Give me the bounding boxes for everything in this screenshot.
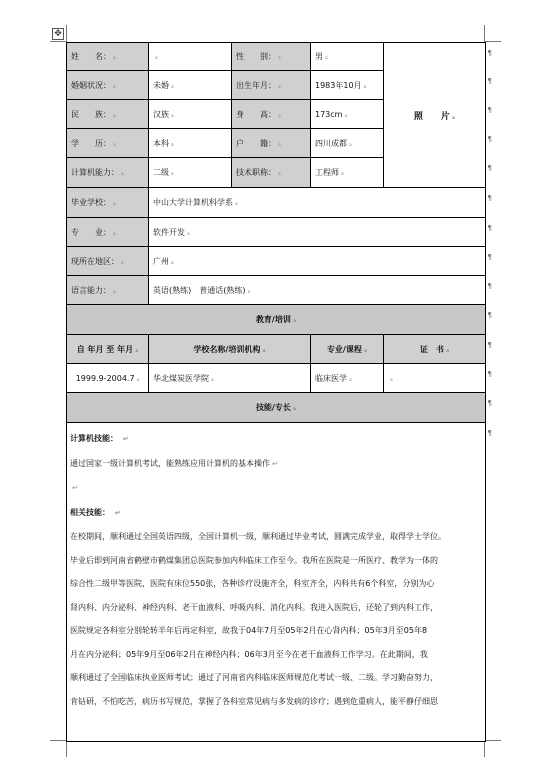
row-skills-title <box>67 393 486 423</box>
related-skills-line: 顺利通过了全国临床执业医师考试；通过了河南省内科临床医师规范化考试一级、二级。学习勤奋努力， <box>70 673 438 682</box>
edu-header-school: 学校名称/培训机构 ₐ <box>149 335 311 364</box>
school-label: 毕业学校： ₐ <box>67 188 149 218</box>
name-value[interactable]: ₐ <box>149 43 232 71</box>
title-value[interactable]: 工程师 ₐ <box>311 158 384 188</box>
computer-label: 计算机能力： ₐ <box>67 158 149 188</box>
skills-section-title: 技能/专长 ₐ <box>67 393 486 423</box>
edu-header-course: 专业/课程 ₐ <box>311 335 384 364</box>
row-end-mark: ¶ <box>487 134 492 143</box>
edu-period[interactable]: 1999.9-2004.7 ₐ <box>67 364 149 393</box>
major-value[interactable]: 软件开发 ₐ <box>149 218 486 247</box>
row-end-mark: ¶ <box>487 310 492 319</box>
marital-value[interactable]: 未婚 ₐ <box>149 71 232 100</box>
row-language <box>67 276 486 305</box>
crop-mark-top-right <box>484 25 501 42</box>
crop-mark-bottom-right <box>484 740 501 757</box>
row-school <box>67 188 486 218</box>
related-skills-heading: 相关技能： ↵ <box>70 507 121 517</box>
gender-value[interactable]: 男 ₐ <box>311 43 384 71</box>
edu-course[interactable]: 临床医学 ₐ <box>311 364 384 393</box>
photo-cell[interactable]: 照 片 ₐ <box>384 43 486 188</box>
ethnic-label: 民 族： ₐ <box>67 100 149 129</box>
edu-header-period: 自 年月 至 年月 ₐ <box>67 335 149 364</box>
row-end-mark: ¶ <box>487 252 492 261</box>
hukou-label: 户 籍： ₐ <box>232 129 311 158</box>
computer-value[interactable]: 二级 ₐ <box>149 158 232 188</box>
row-end-mark: ¶ <box>487 163 492 172</box>
language-label: 语言能力： ₐ <box>67 276 149 305</box>
row-end-mark: ¶ <box>487 105 492 114</box>
row-end-mark: ¶ <box>487 76 492 85</box>
title-label: 技术职称： ₐ <box>232 158 311 188</box>
related-skills-line: 综合性二级甲等医院，医院有床位550张，各种诊疗设施齐全，科室齐全，内科共有6个科室，分别为心 <box>70 579 435 588</box>
related-skills-line: 医院规定各科室分别轮转半年后再定科室，故我于04年7月至05年2月在心肾内科；05年3月至05年8 <box>70 626 428 635</box>
skills-text-area[interactable] <box>67 423 486 742</box>
related-skills-line: 肾内科、内分泌科、神经内科、老干血液科、呼吸内科、消化内科。我进入医院后，还轮了到内科工作， <box>70 602 438 612</box>
related-skills-line: 月在内分泌科；05年9月至06年2月在神经内科；06年3月至今在老干血液科工作学习。在此期间，我 <box>70 649 428 659</box>
major-label: 专 业： ₐ <box>67 218 149 247</box>
related-skills-line: 毕业后即到河南省鹤壁市鹤煤集团总医院参加内科临床工作至今。我所在医院是一所医疗、教学为一体的 <box>70 555 438 565</box>
name-label: 姓 名： ₐ <box>67 43 149 71</box>
row-end-mark: ¶ <box>487 340 492 349</box>
degree-label: 学 历： ₐ <box>67 129 149 158</box>
marital-label: 婚姻状况： ₐ <box>67 71 149 100</box>
row-end-mark: ¶ <box>487 193 492 202</box>
language-value[interactable]: 英语(熟练) 普通话(熟练) ₐ <box>149 276 486 305</box>
height-value[interactable]: 173cm ₐ <box>311 100 384 129</box>
gender-label: 性 别： ₐ <box>232 43 311 71</box>
birth-value[interactable]: 1983年10月 ₐ <box>311 71 384 100</box>
row-education-title <box>67 305 486 335</box>
row-end-mark: ¶ <box>487 428 492 437</box>
height-label: 身 高： ₐ <box>232 100 311 129</box>
computer-skills-text: 通过国家一级计算机考试，能熟练应用计算机的基本操作 ↵ <box>70 458 278 468</box>
row-end-mark: ¶ <box>487 281 492 290</box>
degree-value[interactable]: 本科 ₐ <box>149 129 232 158</box>
row-end-mark: ¶ <box>487 48 492 57</box>
row-education-headers <box>67 335 486 364</box>
table-move-handle-icon[interactable]: ✥ <box>52 28 64 40</box>
row-name <box>67 43 486 71</box>
education-section-title: 教育/培训 ₐ <box>67 305 486 335</box>
region-label: 现所在地区： ₐ <box>67 247 149 276</box>
row-end-mark: ¶ <box>487 369 492 378</box>
computer-skills-heading: 计算机技能： ↵ <box>70 434 129 443</box>
region-value[interactable]: 广州 ₐ <box>149 247 486 276</box>
ethnic-value[interactable]: 汉族 ₐ <box>149 100 232 129</box>
edu-header-cert: 证 书 ₐ <box>384 335 486 364</box>
related-skills-line: 在校期间，顺利通过全国英语四级，全国计算机一级，顺利通过毕业考试，圆满完成学业，取得学士学位。 <box>70 532 446 541</box>
blank-line: ↵ <box>72 484 78 492</box>
table-row <box>67 364 486 393</box>
resume-table <box>66 42 486 742</box>
row-end-mark: ¶ <box>487 223 492 232</box>
edu-school[interactable]: 华北煤炭医学院 ₐ <box>149 364 311 393</box>
row-end-mark: ¶ <box>487 398 492 407</box>
hukou-value[interactable]: 四川成都 ₐ <box>311 129 384 158</box>
school-value[interactable]: 中山大学计算机科学系 ₐ <box>149 188 486 218</box>
crop-mark-bottom-left <box>50 740 67 757</box>
row-region <box>67 247 486 276</box>
row-skills-body <box>67 423 486 742</box>
row-major <box>67 218 486 247</box>
related-skills-line: 肯钻研，不怕吃苦，病历书写规范，掌握了各科室常见病与多发病的诊疗；遇到危重病人，能平静仔细思 <box>70 696 438 706</box>
birth-label: 出生年月： ₐ <box>232 71 311 100</box>
edu-cert[interactable]: ₐ <box>384 364 486 393</box>
